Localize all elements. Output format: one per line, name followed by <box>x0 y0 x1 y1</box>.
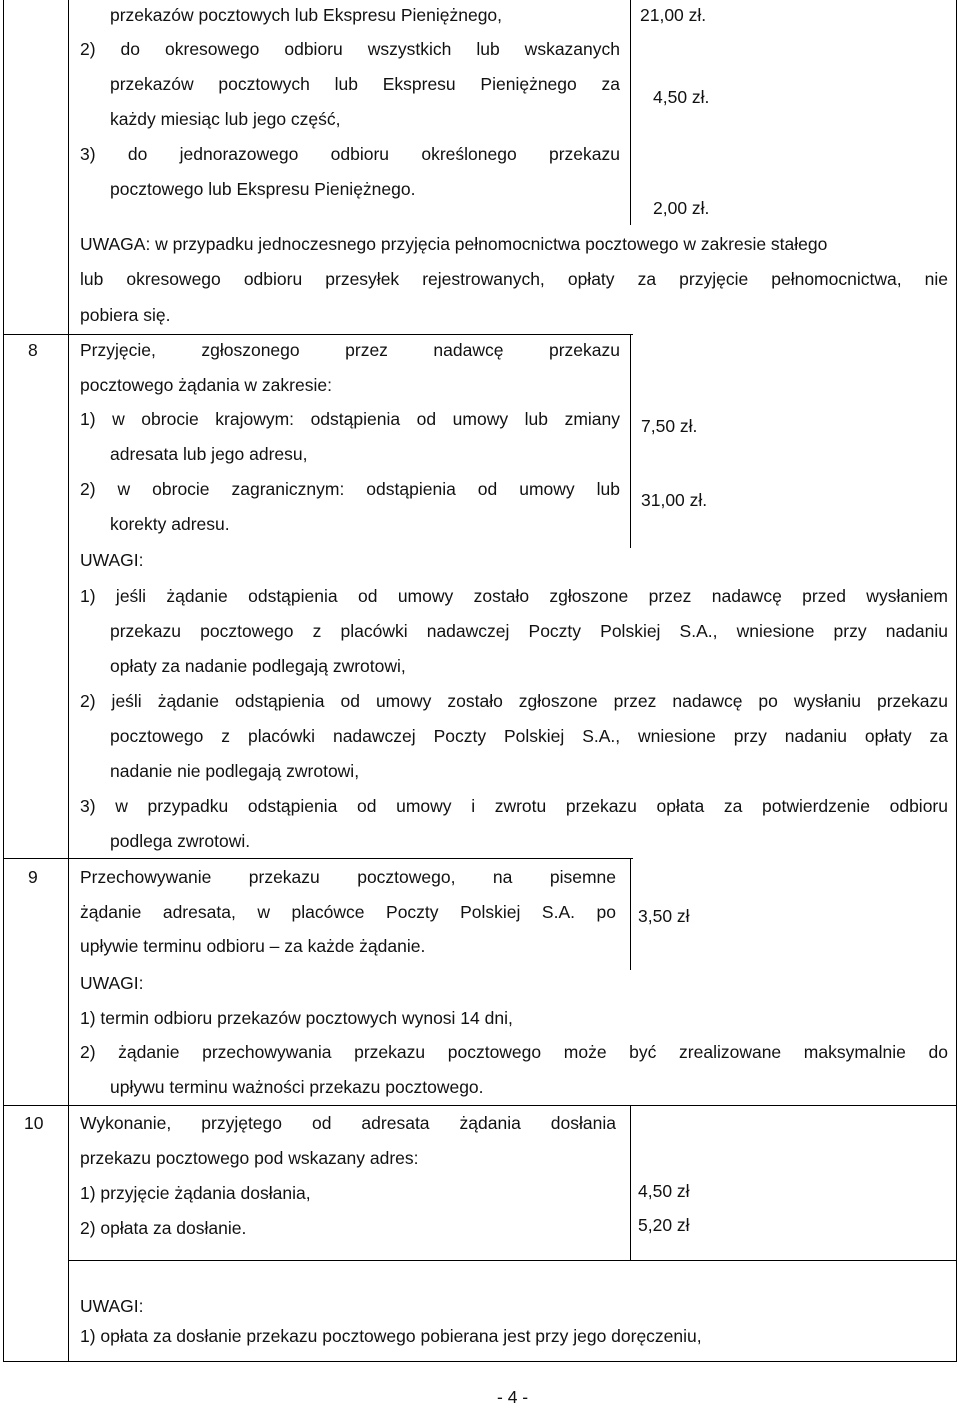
row-separator-9 <box>3 858 633 859</box>
row8-note: przekazu pocztowego z placówki nadawczej Poczty Polskiej S.A., wniesione przy nadaniu <box>110 621 948 641</box>
row9-line: Przechowywanie przekazu pocztowego, na pisemne <box>80 867 616 887</box>
row-top-line: przekazów pocztowych lub Ekspresu Pieniężnego, <box>110 5 503 25</box>
table-border-bottom <box>3 1361 957 1362</box>
row8-note: opłaty za nadanie podlegają zwrotowi, <box>110 656 406 676</box>
row8-line: korekty adresu. <box>110 514 230 534</box>
number-column-divider <box>68 0 69 1362</box>
row8-line: 1) w obrocie krajowym: odstąpienia od umowy lub zmiany <box>80 409 620 429</box>
row9-note: 2) żądanie przechowywania przekazu pocztowego może być zrealizowane maksymalnie do <box>80 1042 948 1062</box>
row10-line: 1) przyjęcie żądania dosłania, <box>80 1183 311 1203</box>
row8-line: 2) w obrocie zagranicznym: odstąpienia od umowy lub <box>80 479 620 499</box>
row8-line: adresata lub jego adresu, <box>110 444 308 464</box>
row-top-line: przekazów pocztowych lub Ekspresu Pieniężnego za <box>110 74 620 94</box>
row-top-line: 3) do jednorazowego odbioru określonego przekazu <box>80 144 620 164</box>
price-value: 5,20 zł <box>638 1215 690 1235</box>
row-separator-10 <box>3 1105 957 1106</box>
price-divider-row8 <box>630 334 631 548</box>
row10-line: przekazu pocztowego pod wskazany adres: <box>80 1148 419 1168</box>
row8-note: nadanie nie podlegają zwrotowi, <box>110 761 360 781</box>
table-border-left <box>3 0 4 1362</box>
price-divider-row9 <box>630 858 631 970</box>
row8-note: pocztowego z placówki nadawczej Poczty Polskiej S.A., wniesione przy nadaniu opłaty za <box>110 726 948 746</box>
row10-note: 1) opłata za dosłanie przekazu pocztowego pobierana jest przy jego doręczeniu, <box>80 1326 702 1346</box>
row8-note: 1) jeśli żądanie odstąpienia od umowy zostało zgłoszone przez nadawcę przed wysłaniem <box>80 586 948 606</box>
price-value: 31,00 zł. <box>641 490 708 510</box>
notes-title: UWAGI: <box>80 550 144 570</box>
row-number: 10 <box>24 1113 44 1133</box>
row-top-line: każdy miesiąc lub jego część, <box>110 109 341 129</box>
row9-line: żądanie adresata, w placówce Poczty Polskiej S.A. po <box>80 902 616 922</box>
notes-title: UWAGI: <box>80 973 144 993</box>
table-border-right <box>956 0 957 1362</box>
row-number: 9 <box>28 867 38 887</box>
row-top-line: pocztowego lub Ekspresu Pieniężnego. <box>110 179 416 199</box>
price-value: 3,50 zł <box>638 906 690 926</box>
row9-note: 1) termin odbioru przekazów pocztowych wynosi 14 dni, <box>80 1008 513 1028</box>
price-value: 4,50 zł. <box>653 87 710 107</box>
row9-line: upływie terminu odbioru – za każde żądanie. <box>80 936 426 956</box>
row-top-note: pobiera się. <box>80 305 171 325</box>
price-value: 21,00 zł. <box>640 5 707 25</box>
price-divider-row10 <box>630 1105 631 1260</box>
page-number: - 4 - <box>497 1387 529 1407</box>
notes-title: UWAGI: <box>80 1296 144 1316</box>
row8-line: pocztowego żądania w zakresie: <box>80 375 332 395</box>
row10-line: Wykonanie, przyjętego od adresata żądania dosłania <box>80 1113 616 1133</box>
price-value: 4,50 zł <box>638 1181 690 1201</box>
row-top-note: lub okresowego odbioru przesyłek rejestrowanych, opłaty za przyjęcie pełnomocnictwa, nie <box>80 269 948 289</box>
row10-line: 2) opłata za dosłanie. <box>80 1218 247 1238</box>
price-value: 7,50 zł. <box>641 416 698 436</box>
row8-note: 3) w przypadku odstąpienia od umowy i zwrotu przekazu opłata za potwierdzenie odbioru <box>80 796 948 816</box>
row8-line: Przyjęcie, zgłoszonego przez nadawcę przekazu <box>80 340 620 360</box>
row-number: 8 <box>28 340 38 360</box>
row-top-note: UWAGA: w przypadku jednoczesnego przyjęcia pełnomocnictwa pocztowego w zakresie stałego <box>80 234 828 254</box>
row8-note: 2) jeśli żądanie odstąpienia od umowy zostało zgłoszone przez nadawcę po wysłaniu przekazu <box>80 691 948 711</box>
row9-note: upływu terminu ważności przekazu pocztowego. <box>110 1077 484 1097</box>
price-value: 2,00 zł. <box>653 198 710 218</box>
row8-note: podlega zwrotowi. <box>110 831 251 851</box>
row-top-line: 2) do okresowego odbioru wszystkich lub wskazanych <box>80 39 620 59</box>
price-divider-top <box>630 0 631 225</box>
row-separator-8 <box>3 334 633 335</box>
row10-sub-separator <box>68 1260 957 1261</box>
